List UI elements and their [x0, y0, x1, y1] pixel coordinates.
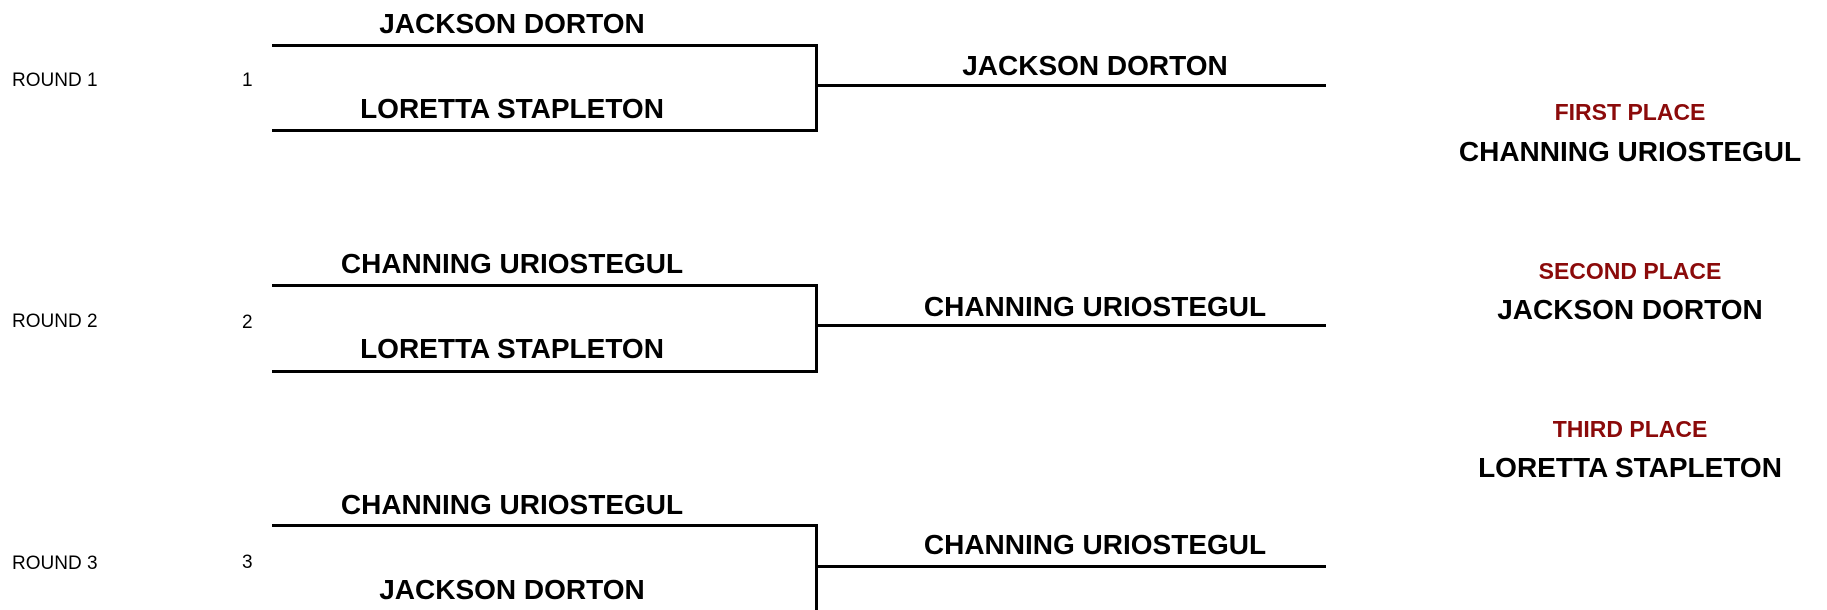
round-label-3: ROUND 3 [12, 553, 98, 574]
match-1-winner-line [818, 84, 1326, 87]
match-2-winner-line [818, 324, 1326, 327]
match-3-winner: CHANNING URIOSTEGUL [923, 529, 1267, 560]
second-place-name: JACKSON DORTON [1497, 294, 1763, 325]
match-3-top-line [272, 524, 818, 527]
match-1-bottom-line [272, 129, 818, 132]
match-3-winner-line [818, 565, 1326, 568]
match-2-winner: CHANNING URIOSTEGUL [923, 291, 1267, 322]
match-1-top-line [272, 44, 818, 47]
round-label-2: ROUND 2 [12, 311, 98, 332]
match-2-bottom-line [272, 370, 818, 373]
second-place-title: SECOND PLACE [1538, 258, 1722, 284]
match-1-connector [815, 44, 818, 132]
match-number-2: 2 [242, 312, 253, 333]
match-number-3: 3 [242, 552, 253, 573]
third-place-title: THIRD PLACE [1552, 416, 1708, 442]
first-place-name: CHANNING URIOSTEGUL [1458, 136, 1802, 167]
match-2-bottom-player: LORETTA STAPLETON [360, 333, 664, 364]
match-2-top-line [272, 284, 818, 287]
match-1-winner: JACKSON DORTON [962, 50, 1228, 81]
round-label-1: ROUND 1 [12, 70, 98, 91]
match-2-connector [815, 284, 818, 373]
match-2-top-player: CHANNING URIOSTEGUL [340, 248, 684, 279]
third-place-name: LORETTA STAPLETON [1478, 452, 1782, 483]
match-number-1: 1 [242, 70, 253, 91]
first-place-title: FIRST PLACE [1554, 99, 1706, 125]
match-3-bottom-player: JACKSON DORTON [379, 574, 645, 605]
match-3-top-player: CHANNING URIOSTEGUL [340, 489, 684, 520]
match-1-top-player: JACKSON DORTON [379, 8, 645, 39]
match-1-bottom-player: LORETTA STAPLETON [360, 93, 664, 124]
